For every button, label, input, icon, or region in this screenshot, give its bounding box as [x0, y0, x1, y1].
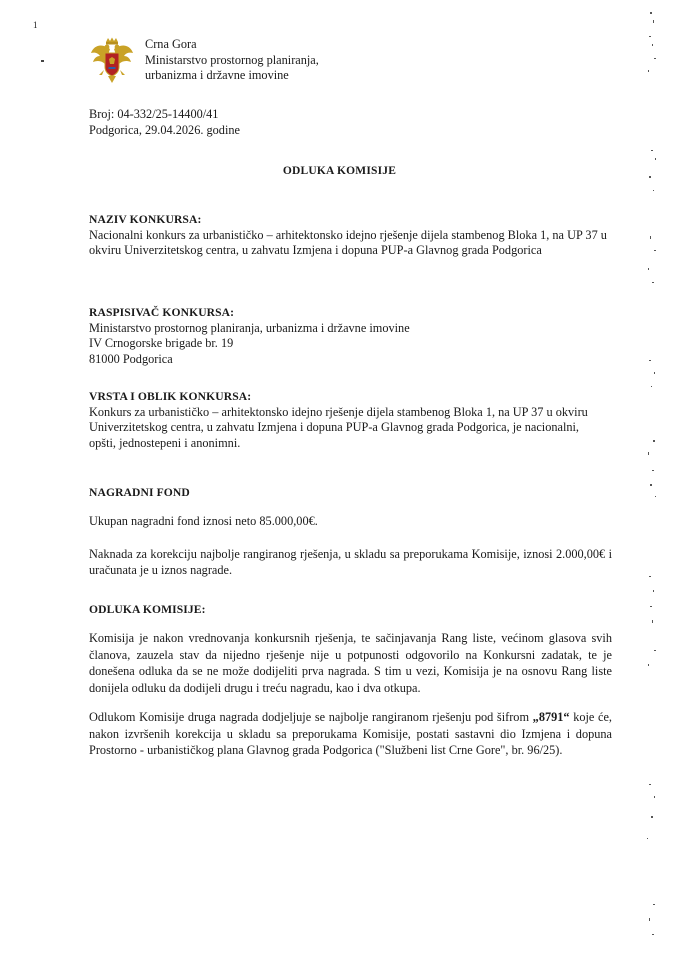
raspisivac-city: 81000 Podgorica [89, 351, 173, 366]
raspisivac-name: Ministarstvo prostornog planiranja, urbanizma i državne imovine [89, 320, 410, 335]
document-meta [89, 107, 240, 138]
section-text: Nacionalni konkurs za urbanističko – arhitektonsko idejno rješenje dijela stambenog Bloka 1, na UP 37 u okviru Univerzitetskog centra, u zahvatu Izmjena i dopuna PUP-a Glavnog grada Podgorica [89, 227, 607, 258]
margin-mark [41, 60, 44, 62]
section-heading: VRSTA I OBLIK KONKURSA: [89, 390, 252, 403]
page-number: 1 [33, 20, 38, 30]
section-heading: NAGRADNI FOND [89, 486, 190, 499]
header-ministry-line1: Ministarstvo prostornog planiranja, [145, 52, 319, 67]
section-text: Konkurs za urbanističko – arhitektonsko idejno rješenje dijela stambenog Bloka 1, na UP 37 u okviru Univerzitetskog centra, u zahvatu Izmjena i dopuna PUP-a Glavnog grada Podgorica, je nacionalni, opšti, jednostepeni i anonimni. [89, 404, 588, 450]
reference-number [89, 107, 240, 123]
fond-correction: Naknada za korekciju najbolje rangiranog rješenja, u skladu sa preporukama Komisije, iznosi 2.000,00€ i uračunata je u iznos nagrade. [89, 547, 612, 577]
scan-edge-marks [619, 0, 679, 960]
reference-value: 04-332/25-14400/41 [117, 107, 219, 121]
section-heading: NAZIV KONKURSA: [89, 213, 202, 226]
place-date: Podgorica, 29.04.2026. godine [89, 122, 240, 137]
institution-header [145, 37, 319, 84]
odluka-p2-after: koje će, nakon izvršenih korekcija u skladu sa preporukama Komisije, postati sastavni dio Izmjena i dopuna Prostorno - urbanističkog plana Glavnog grada Podgorica ("Službeni list Crne Gore", br. 96/25). [89, 710, 612, 758]
odluka-paragraph-1: Komisija je nakon vrednovanja konkursnih rješenja, te sačinjavanja Rang liste, većinom glasova svih članova, zauzela stav da nijedno rješenje nije u potpunosti odgovorilo na Konkursni zadatak, te je donešena odluka da se ne može dodijeliti prva nagrada. S tim u vezi, Komisija je na osnovu Rang liste donijela odluku da dodijeli drugu i treću nagradu, kao i dva otkupa. [89, 631, 612, 695]
header-country: Crna Gora [145, 37, 197, 51]
fond-total: Ukupan nagradni fond iznosi neto 85.000,00€. [89, 514, 318, 528]
section-heading: ODLUKA KOMISIJE: [89, 603, 206, 616]
reference-label: Broj: [89, 107, 115, 121]
odluka-paragraph-2 [89, 709, 612, 759]
submission-code: „8791“ [532, 710, 570, 724]
raspisivac-address: IV Crnogorske brigade br. 19 [89, 336, 234, 351]
section-nagradni-fond [89, 485, 609, 501]
section-raspisivac [89, 305, 609, 367]
document-title: ODLUKA KOMISIJE [282, 165, 397, 177]
header-ministry-line2: urbanizma i državne imovine [145, 68, 289, 82]
section-naziv-konkursa [89, 212, 609, 259]
odluka-p2-before: Odlukom Komisije druga nagrada dodjeljuje se najbolje rangiranom rješenju pod šifrom [89, 710, 533, 724]
section-heading: RASPISIVAČ KONKURSA: [89, 306, 235, 319]
coat-of-arms-icon [90, 37, 134, 85]
section-odluka-komisije [89, 602, 609, 618]
section-vrsta-konkursa [89, 389, 609, 451]
